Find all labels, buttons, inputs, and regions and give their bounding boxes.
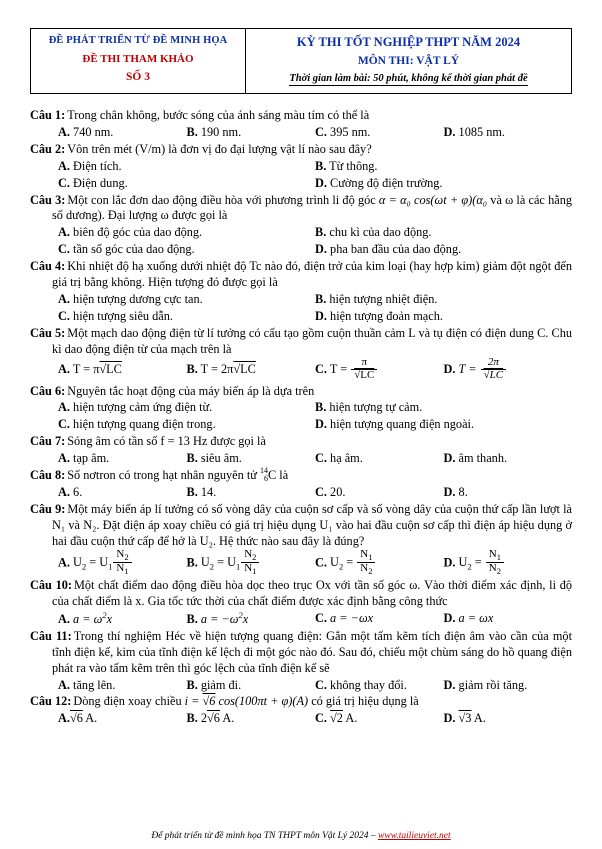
option-letter: D. bbox=[443, 485, 456, 500]
header-right-block bbox=[246, 29, 571, 93]
option-a[interactable] bbox=[58, 547, 187, 577]
question-stem bbox=[30, 434, 572, 450]
question-text-post: và ω là các hằng số dương). Đại lượng ω được gọi là bbox=[52, 192, 572, 223]
option-letter: B. bbox=[186, 711, 198, 726]
option-c[interactable] bbox=[315, 547, 444, 577]
question-1 bbox=[30, 108, 572, 141]
question-3 bbox=[30, 193, 572, 259]
option-letter: B. bbox=[186, 124, 198, 139]
option-formula: T = π√LC bbox=[72, 362, 122, 377]
question-stem bbox=[30, 468, 572, 484]
option-letter: B. bbox=[186, 485, 198, 500]
option-b[interactable] bbox=[187, 124, 316, 141]
option-text: hiện tượng dương cực tan. bbox=[73, 292, 203, 307]
question-label: Câu 4: bbox=[30, 259, 66, 274]
option-letter: B. bbox=[186, 555, 198, 570]
option-text: chu kì của dao động. bbox=[329, 225, 432, 240]
question-4 bbox=[30, 259, 572, 325]
question-stem bbox=[30, 578, 572, 610]
option-letter: C. bbox=[315, 610, 327, 625]
option-letter: A. bbox=[58, 711, 70, 726]
option-text: 1085 nm. bbox=[458, 124, 506, 139]
question-label: Câu 5: bbox=[30, 326, 66, 341]
header-subject: MÔN THI: VẬT LÝ bbox=[357, 55, 460, 67]
option-c[interactable] bbox=[315, 677, 444, 694]
option-text: siêu âm. bbox=[200, 451, 242, 466]
option-b[interactable] bbox=[187, 710, 316, 727]
option-letter: B. bbox=[315, 292, 327, 307]
header-exam-type: ĐỀ THI THAM KHẢO bbox=[82, 53, 194, 65]
question-options bbox=[30, 399, 572, 433]
option-text: hiện tượng tự cảm. bbox=[329, 400, 423, 415]
option-formula: $U_2$ = $\frac{N_1}{N_2}$ bbox=[459, 555, 505, 569]
option-letter: D. bbox=[443, 677, 456, 692]
option-c[interactable] bbox=[315, 484, 444, 501]
question-text: Một chất điểm dao động điều hòa dọc theo trục Ox với tần số góc ω. Vào thời điểm xác định, li độ của chất điểm là x. Gia tốc tức thời của chất điểm được xác định bằng công thức bbox=[52, 577, 572, 608]
question-options bbox=[30, 224, 572, 258]
option-text: 14. bbox=[200, 485, 217, 500]
option-formula: $a = \omega^2x$ bbox=[73, 609, 113, 626]
option-c[interactable] bbox=[315, 610, 444, 628]
question-stem bbox=[30, 694, 572, 710]
option-letter: A. bbox=[58, 362, 70, 377]
option-letter: C. bbox=[315, 485, 327, 500]
question-label: Câu 12: bbox=[30, 694, 72, 709]
option-d[interactable] bbox=[444, 358, 573, 382]
question-text: Nguyên tắc hoạt động của máy biến áp là dựa trên bbox=[67, 383, 315, 398]
option-c[interactable] bbox=[58, 308, 315, 325]
question-stem bbox=[30, 108, 572, 124]
option-text: tăng lên. bbox=[73, 677, 116, 692]
option-b[interactable] bbox=[187, 484, 316, 501]
header-exam-number: SỐ 3 bbox=[126, 71, 150, 83]
question-options bbox=[30, 610, 572, 628]
option-d[interactable] bbox=[443, 547, 573, 577]
option-d[interactable] bbox=[444, 610, 573, 628]
option-letter: B. bbox=[186, 677, 198, 692]
option-d[interactable] bbox=[315, 416, 572, 433]
option-letter: D. bbox=[443, 124, 456, 139]
option-b[interactable] bbox=[315, 224, 572, 241]
option-letter: A. bbox=[58, 158, 70, 173]
option-letter: B. bbox=[186, 362, 198, 377]
question-text-post: có giá trị hiệu dụng là bbox=[308, 694, 419, 709]
option-formula: 2√6 A. bbox=[200, 711, 235, 726]
question-11 bbox=[30, 629, 572, 694]
option-c[interactable] bbox=[58, 241, 315, 258]
question-options bbox=[30, 677, 572, 694]
question-stem bbox=[30, 193, 572, 225]
question-options bbox=[30, 291, 572, 325]
header-duration: Thời gian làm bài: 50 phút, không kể thời gian phát đề bbox=[289, 73, 528, 84]
option-text: hiện tượng quang điện ngoài. bbox=[330, 417, 475, 432]
option-text: hiện tượng đoản mạch. bbox=[330, 309, 443, 324]
option-text: Điện dung. bbox=[73, 175, 128, 190]
page-footer bbox=[0, 831, 602, 841]
question-10 bbox=[30, 578, 572, 628]
option-c[interactable] bbox=[315, 710, 444, 727]
option-letter: C. bbox=[58, 417, 70, 432]
option-letter: B. bbox=[315, 400, 327, 415]
option-text: hạ âm. bbox=[330, 451, 363, 466]
option-a[interactable] bbox=[58, 677, 187, 694]
question-text: Khi nhiệt độ hạ xuống dưới nhiệt độ Tc nào đó, điện trở của kim loại (hay hợp kim) giảm đột ngột đến giá trị bằng không. Hiện tượng đó được gọi là bbox=[52, 259, 572, 290]
exam-header bbox=[30, 28, 572, 94]
question-stem bbox=[30, 142, 572, 158]
question-label: Câu 8: bbox=[30, 468, 66, 482]
option-letter: A. bbox=[58, 292, 70, 307]
option-text: giảm đi. bbox=[200, 677, 242, 692]
question-text: Trong thí nghiệm Héc về hiện tượng quang điện: Gắn một tấm kẽm tích điện âm vào cần của một tĩnh điện kế, kim của tĩnh điện kế lệch đi một góc nào đó. Sau đó, chiếu một chùm sáng do hồ quang điện phát ra vào tấm kẽm trên thì góc lệch của tĩnh điện kế sẽ bbox=[52, 628, 572, 675]
option-text: tần số góc của dao động. bbox=[73, 242, 195, 257]
option-letter: D. bbox=[315, 242, 327, 257]
question-text-pre: Một con lắc đơn dao động điều hòa với phương trình li độ góc bbox=[67, 192, 379, 207]
option-text: 395 nm. bbox=[330, 124, 371, 139]
question-options bbox=[30, 158, 572, 192]
option-b[interactable] bbox=[315, 399, 572, 416]
option-d[interactable] bbox=[444, 484, 573, 501]
question-formula: 14 6 C bbox=[260, 466, 277, 484]
option-letter: A. bbox=[58, 555, 70, 570]
option-d[interactable] bbox=[444, 124, 573, 141]
option-a[interactable] bbox=[58, 124, 187, 141]
question-label: Câu 2: bbox=[30, 141, 66, 156]
option-c[interactable] bbox=[315, 124, 444, 141]
question-options bbox=[30, 484, 572, 501]
option-letter: C. bbox=[315, 124, 327, 139]
question-6 bbox=[30, 384, 572, 434]
option-formula: T = $\frac{2\pi}{√LC}$ bbox=[459, 362, 508, 376]
question-text-pre: Dòng điện xoay chiều bbox=[73, 694, 185, 709]
option-letter: D. bbox=[315, 309, 327, 324]
option-a[interactable] bbox=[58, 224, 315, 241]
option-b[interactable] bbox=[315, 291, 572, 308]
option-d[interactable] bbox=[444, 677, 573, 694]
question-text: Một máy biến áp lí tưởng có số vòng dây của cuộn sơ cấp và số vòng dây của cuộn thứ cấp lần lượt là N₁ và N₂. Đặt điện áp xoay chiều có giá trị hiệu dụng U₁ vào hai đầu cuộn sơ cấp thì điện áp hiệu dụng ở hai đầu cuộn thứ cấp để hở là U₂. Hệ thức nào sau đây là đúng? bbox=[52, 501, 573, 548]
option-text: Từ thông. bbox=[329, 158, 378, 173]
option-letter: C. bbox=[58, 242, 70, 257]
option-letter: A. bbox=[58, 451, 70, 466]
option-text: biên độ góc của dao động. bbox=[73, 225, 203, 240]
option-c[interactable] bbox=[58, 175, 315, 192]
option-letter: A. bbox=[58, 485, 70, 500]
option-text: 20. bbox=[330, 485, 346, 500]
option-formula: $U_2 = U_1$ $\frac{N_2}{N_1}$ bbox=[73, 555, 133, 569]
option-text: pha ban đầu của dao động. bbox=[330, 242, 462, 257]
option-text: 8. bbox=[458, 485, 468, 500]
option-text: Cường độ điện trường. bbox=[330, 175, 443, 190]
question-text: Một mạch dao động điện từ lí tưởng có cấu tạo gồm cuộn thuần cảm L và tụ điện có điện dung C. Chu kì dao động điện từ của mạch trên là bbox=[52, 326, 573, 357]
option-b[interactable] bbox=[187, 358, 316, 382]
question-7 bbox=[30, 434, 572, 467]
question-options bbox=[30, 547, 572, 577]
option-letter: C. bbox=[315, 711, 327, 726]
option-formula: √3 A. bbox=[458, 711, 486, 726]
option-text: hiện tượng nhiệt điện. bbox=[329, 292, 438, 307]
option-a[interactable] bbox=[58, 484, 187, 501]
option-d[interactable] bbox=[444, 710, 573, 727]
option-b[interactable] bbox=[187, 677, 316, 694]
option-d[interactable] bbox=[444, 450, 573, 467]
option-b[interactable] bbox=[186, 547, 316, 577]
question-formula: α = α₀ cos(ωt + φ)(α₀ bbox=[378, 192, 488, 207]
option-text: không thay đổi. bbox=[330, 677, 407, 692]
option-formula: $U_2$ = $\frac{N_1}{N_2}$ bbox=[330, 555, 376, 569]
option-formula: √6 A. bbox=[69, 711, 98, 726]
option-formula: a = −ωx bbox=[330, 610, 374, 625]
question-options bbox=[30, 358, 572, 382]
option-letter: D. bbox=[443, 555, 456, 570]
question-stem bbox=[30, 629, 572, 677]
question-text: Sóng âm có tần số f = 13 Hz được gọi là bbox=[67, 434, 266, 449]
question-options bbox=[30, 450, 572, 467]
option-letter: C. bbox=[58, 309, 70, 324]
option-a[interactable] bbox=[58, 358, 187, 382]
question-label: Câu 7: bbox=[30, 434, 66, 449]
header-left-block bbox=[31, 29, 246, 93]
header-exam-title: KỲ THI TỐT NGHIỆP THPT NĂM 2024 bbox=[296, 35, 521, 49]
option-text: hiện tượng cảm ứng điện từ. bbox=[73, 400, 213, 415]
footer-link[interactable]: www.tailieuviet.net bbox=[378, 831, 451, 841]
option-formula: $a = -\omega^2x$ bbox=[200, 609, 249, 626]
question-formula: i = √6 cos(100πt + φ)(A) bbox=[184, 694, 309, 709]
option-text: 740 nm. bbox=[73, 124, 114, 139]
option-formula: T = $\frac{\pi}{√LC}$ bbox=[330, 362, 378, 376]
option-formula: a = ωx bbox=[458, 610, 494, 625]
footer-text: Để phát triển từ đề minh họa TN THPT môn Vật Lý 2024 – bbox=[151, 831, 379, 841]
option-c[interactable] bbox=[315, 358, 444, 382]
option-a[interactable] bbox=[58, 710, 187, 727]
option-a[interactable] bbox=[58, 610, 187, 628]
option-formula: √2 A. bbox=[330, 711, 358, 726]
option-letter: D. bbox=[315, 417, 327, 432]
option-letter: C. bbox=[315, 362, 327, 377]
option-text: hiện tượng siêu dẫn. bbox=[73, 309, 173, 324]
question-8 bbox=[30, 468, 572, 501]
option-b[interactable] bbox=[315, 158, 572, 175]
option-letter: B. bbox=[315, 158, 327, 173]
question-stem bbox=[30, 502, 572, 550]
header-source-line: ĐỀ PHÁT TRIỂN TỪ ĐỀ MINH HỌA bbox=[48, 35, 228, 46]
option-letter: D. bbox=[443, 451, 456, 466]
question-text-pre: Số nơtron có trong hạt nhân nguyên tử bbox=[67, 468, 260, 482]
option-text: 6. bbox=[73, 485, 83, 500]
option-formula: T = 2π√LC bbox=[200, 362, 256, 377]
question-5 bbox=[30, 326, 572, 382]
question-text: Vôn trên mét (V/m) là đơn vị đo đại lượng vật lí nào sau đây? bbox=[67, 141, 372, 156]
option-a[interactable] bbox=[58, 158, 315, 175]
option-letter: C. bbox=[315, 677, 327, 692]
option-letter: A. bbox=[58, 225, 70, 240]
option-letter: A. bbox=[58, 124, 70, 139]
option-d[interactable] bbox=[315, 175, 572, 192]
option-formula: $U_2 = U_1$ $\frac{N_2}{N_1}$ bbox=[201, 555, 261, 569]
option-letter: A. bbox=[58, 612, 70, 626]
option-text: Điện tích. bbox=[73, 158, 122, 173]
option-letter: C. bbox=[58, 175, 70, 190]
option-letter: C. bbox=[315, 451, 327, 466]
question-label: Câu 6: bbox=[30, 383, 66, 398]
option-letter: B. bbox=[315, 225, 327, 240]
option-text: hiện tượng quang điện trong. bbox=[73, 417, 216, 432]
option-text: âm thanh. bbox=[458, 451, 508, 466]
option-d[interactable] bbox=[315, 308, 572, 325]
option-letter: C. bbox=[315, 555, 327, 570]
question-options bbox=[30, 124, 572, 141]
option-letter: D. bbox=[443, 610, 456, 625]
question-options bbox=[30, 710, 572, 727]
option-letter: A. bbox=[58, 400, 70, 415]
option-letter: D. bbox=[315, 175, 327, 190]
question-9 bbox=[30, 502, 572, 577]
question-label: Câu 1: bbox=[30, 108, 66, 122]
option-text: giảm rồi tăng. bbox=[458, 677, 528, 692]
question-stem bbox=[30, 259, 572, 291]
question-label: Câu 3: bbox=[30, 192, 66, 207]
question-stem bbox=[30, 326, 572, 358]
option-a[interactable] bbox=[58, 399, 315, 416]
option-c[interactable] bbox=[58, 416, 315, 433]
question-label: Câu 11: bbox=[30, 628, 72, 643]
option-letter: A. bbox=[58, 677, 70, 692]
option-letter: B. bbox=[186, 612, 198, 626]
option-a[interactable] bbox=[58, 291, 315, 308]
option-letter: D. bbox=[443, 711, 456, 726]
option-b[interactable] bbox=[187, 450, 316, 467]
question-12 bbox=[30, 694, 572, 727]
question-2 bbox=[30, 142, 572, 192]
option-text: tạp âm. bbox=[73, 451, 110, 466]
option-letter: B. bbox=[186, 451, 198, 466]
option-c[interactable] bbox=[315, 450, 444, 467]
question-label: Câu 10: bbox=[30, 577, 72, 592]
option-letter: D. bbox=[443, 362, 456, 377]
option-b[interactable] bbox=[187, 610, 316, 628]
option-a[interactable] bbox=[58, 450, 187, 467]
question-stem bbox=[30, 384, 572, 400]
question-text: Trong chân không, bước sóng của ánh sáng màu tím có thể là bbox=[67, 108, 370, 122]
option-text: 190 nm. bbox=[200, 124, 242, 139]
question-text-post: là bbox=[276, 468, 289, 482]
option-d[interactable] bbox=[315, 241, 572, 258]
question-label: Câu 9: bbox=[30, 501, 66, 516]
